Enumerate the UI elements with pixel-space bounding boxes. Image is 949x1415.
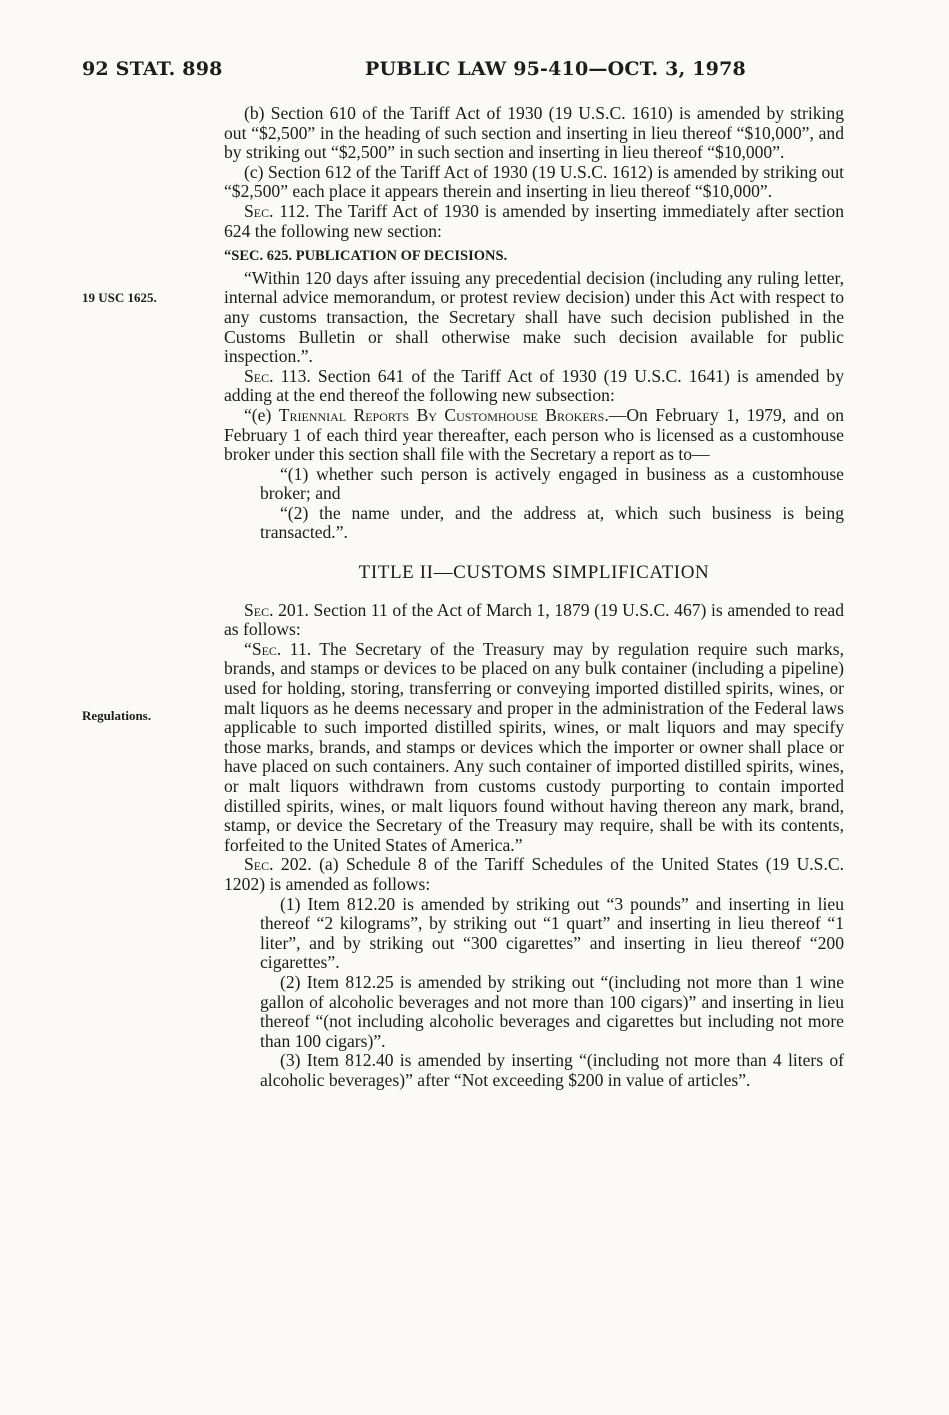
section-11-text: 11. The Secretary of the Treasury may by regulation require such marks, brands, and stamps or devices to be placed on any bulk container (including a pipeline) used for holding, storing, transferring or conveying imported distilled spirits, wines, or malt liquors as he deems necessary and proper in the administration of the Federal laws applicable to such imported distilled spirits, wines, or malt liquors and may specify those marks, brands, and stamps or devices which the importer or owner shall place or have placed on such containers. Any such container of imported distilled spirits, wines, or malt liquors withdrawn from customs custody purporting to contain imported distilled spirits, wines, or malt liquors found without having thereon any mark, brand, stamp, or device the Secretary of the Treasury may require, shall be with its contents, forfeited to the United States of America.”: [224, 638, 844, 855]
sec-label: Sec.: [244, 200, 274, 221]
subsection-e: [224, 406, 844, 465]
section-112-text: 112. The Tariff Act of 1930 is amended by inserting immediately after section 624 the following new section:: [224, 200, 844, 241]
section-113: [224, 367, 844, 406]
section-625-heading: “SEC. 625. PUBLICATION OF DECISIONS.: [224, 248, 508, 265]
clause-1: “(1) whether such person is actively engaged in business as a customhouse broker; and: [260, 463, 844, 504]
document-body: [224, 104, 844, 1091]
clause-2: “(2) the name under, and the address at, which such business is being transacted.”.: [260, 502, 844, 543]
page-reference: 92 STAT. 898: [82, 58, 223, 80]
page-header: [0, 58, 949, 84]
section-202-text: 202. (a) Schedule 8 of the Tariff Schedules of the United States (19 U.S.C. 1202) is amended as follows:: [224, 854, 844, 894]
section-11: [224, 640, 844, 856]
sec-label: Sec.: [244, 854, 274, 875]
section-113-text: 113. Section 641 of the Tariff Act of 1930 (19 U.S.C. 1641) is amended by adding at the end thereof the following new subsection:: [224, 365, 844, 406]
margin-note-usc-1625: 19 USC 1625.: [82, 290, 157, 305]
subsection-e-lead: “(e): [244, 404, 279, 425]
subsection-e-caption: Triennial Reports By Customhouse Brokers.: [278, 404, 609, 425]
section-112: [224, 202, 844, 241]
item-812-20: (1) Item 812.20 is amended by striking out “3 pounds” and inserting in lieu thereof “2 kilograms”, by striking out “1 quart” and inserting in lieu thereof “1 liter”, and by striking out “300 cigarettes” and inserting in lieu thereof “200 cigarettes”.: [260, 893, 844, 973]
section-11-lead: “: [244, 638, 252, 659]
section-201-text: 201. Section 11 of the Act of March 1, 1879 (19 U.S.C. 467) is amended to read as follows:: [224, 599, 844, 640]
title-ii-heading: TITLE II—CUSTOMS SIMPLIFICATION: [358, 562, 710, 584]
item-812-40: (3) Item 812.40 is amended by inserting “(including not more than 4 liters of alcoholic beverages)” after “Not exceeding $200 in value of articles”.: [260, 1050, 844, 1090]
section-202: [224, 855, 844, 894]
running-title: PUBLIC LAW 95-410—OCT. 3, 1978: [365, 58, 746, 80]
item-812-25: (2) Item 812.25 is amended by striking out “(including not more than 1 wine gallon of alcoholic beverages and not more than 100 cigars)” and inserting in lieu thereof “(not including alcoholic beverages and cigarettes but including not more than 100 cigars)”.: [260, 971, 844, 1051]
sec-label: Sec.: [251, 638, 282, 659]
sec-label: Sec.: [244, 365, 274, 386]
margin-note-regulations: Regulations.: [82, 708, 151, 723]
section-625-text: “Within 120 days after issuing any precedential decision (including any ruling letter, internal advice memorandum, or protest review decision) under this Act with respect to any customs transaction, the Secretary shall have such decision published in the Customs Bulletin or shall otherwise make such decision available for public inspection.”.: [224, 267, 844, 367]
paragraph-b: (b) Section 610 of the Tariff Act of 1930 (19 U.S.C. 1610) is amended by striking out “$2,500” in the heading of such section and inserting in lieu thereof “$10,000”, and by striking out “$2,500” in such section and inserting in lieu thereof “$10,000”.: [224, 103, 844, 163]
section-201: [224, 601, 844, 640]
sec-label: Sec.: [244, 599, 274, 620]
subsection-e-text: —On February 1, 1979, and on February 1 of each third year thereafter, each person who is licensed as a customhouse broker under this section shall file with the Secretary a report as to—: [224, 404, 845, 465]
paragraph-c: (c) Section 612 of the Tariff Act of 1930 (19 U.S.C. 1612) is amended by striking out “$2,500” each place it appears therein and inserting in lieu thereof “$10,000”.: [224, 161, 844, 202]
